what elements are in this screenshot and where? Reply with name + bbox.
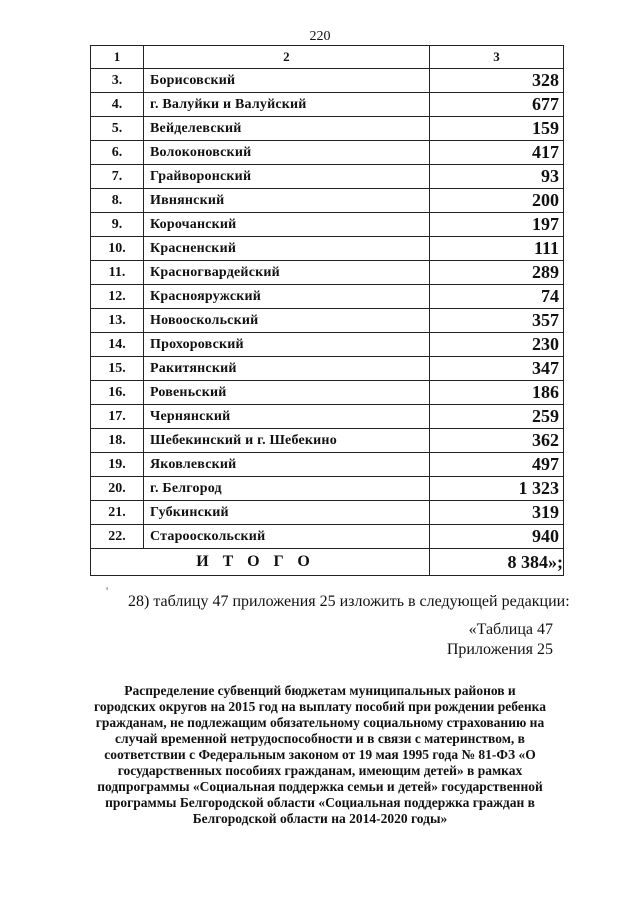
row-number: 16. <box>91 381 144 405</box>
table-header-row <box>91 46 564 69</box>
subvention-amount: 497 <box>430 453 564 477</box>
row-number: 17. <box>91 405 144 429</box>
table-row <box>91 357 564 381</box>
subvention-amount: 159 <box>430 117 564 141</box>
row-number: 7. <box>91 165 144 189</box>
table-row <box>91 429 564 453</box>
table-row <box>91 165 564 189</box>
subvention-amount: 940 <box>430 525 564 549</box>
subvention-amount: 74 <box>430 285 564 309</box>
district-name: Волоконовский <box>144 141 430 165</box>
district-name: Борисовский <box>144 69 430 93</box>
table-row <box>91 117 564 141</box>
table-row <box>91 261 564 285</box>
row-number: 20. <box>91 477 144 501</box>
row-number: 10. <box>91 237 144 261</box>
subvention-amount: 347 <box>430 357 564 381</box>
subvention-amount: 259 <box>430 405 564 429</box>
subvention-amount: 357 <box>430 309 564 333</box>
amendment-instruction: 28) таблицу 47 приложения 25 изложить в следующей редакции: <box>128 593 570 610</box>
district-name: Красненский <box>144 237 430 261</box>
district-name: Прохоровский <box>144 333 430 357</box>
subvention-amount: 677 <box>430 93 564 117</box>
table-ref-title: «Таблица 47 <box>468 621 553 638</box>
table-row <box>91 477 564 501</box>
subvention-amount: 186 <box>430 381 564 405</box>
caption-line: гражданам, не подлежащим обязательному социальному страхованию на <box>95 715 545 730</box>
total-label: ИТОГО <box>91 549 430 576</box>
row-number: 3. <box>91 69 144 93</box>
district-name: Красногвардейский <box>144 261 430 285</box>
row-number: 8. <box>91 189 144 213</box>
district-name: Новооскольский <box>144 309 430 333</box>
subvention-amount: 417 <box>430 141 564 165</box>
row-number: 18. <box>91 429 144 453</box>
row-number: 21. <box>91 501 144 525</box>
row-number: 11. <box>91 261 144 285</box>
district-name: Губкинский <box>144 501 430 525</box>
caption-line: государственных пособиях гражданам, имеющим детей» в рамках <box>117 763 523 778</box>
subvention-amount: 328 <box>430 69 564 93</box>
table-row <box>91 213 564 237</box>
page-number: 220 <box>309 29 331 44</box>
table-row <box>91 285 564 309</box>
district-name: г. Белгород <box>144 477 430 501</box>
row-number: 6. <box>91 141 144 165</box>
caption-line: случай временной нетрудоспособности и в связи с материнством, в <box>115 731 525 746</box>
district-name: Шебекинский и г. Шебекино <box>144 429 430 453</box>
row-number: 22. <box>91 525 144 549</box>
column-header-2: 2 <box>144 46 430 69</box>
table-row <box>91 405 564 429</box>
subvention-amount: 93 <box>430 165 564 189</box>
subvention-table <box>90 45 564 576</box>
district-name: Яковлевский <box>144 453 430 477</box>
subvention-amount: 1 323 <box>430 477 564 501</box>
row-number: 19. <box>91 453 144 477</box>
district-name: Корочанский <box>144 213 430 237</box>
subvention-amount: 197 <box>430 213 564 237</box>
caption-line: Белгородской области на 2014-2020 годы» <box>192 811 448 826</box>
table-row <box>91 69 564 93</box>
district-name: Ровеньский <box>144 381 430 405</box>
district-name: Старооскольский <box>144 525 430 549</box>
caption-line: городских округов на 2015 год на выплату пособий при рождении ребенка <box>94 699 546 714</box>
district-name: г. Валуйки и Валуйский <box>144 93 430 117</box>
caption-line: подпрограммы «Социальная поддержка семьи и детей» государственной <box>97 779 543 794</box>
caption-line: соответствии с Федеральным законом от 19 мая 1995 года № 81-ФЗ «О <box>104 747 536 762</box>
row-number: 5. <box>91 117 144 141</box>
total-value: 8 384»; <box>430 549 564 576</box>
table-row <box>91 93 564 117</box>
column-header-3: 3 <box>430 46 564 69</box>
table-row <box>91 141 564 165</box>
table-row <box>91 333 564 357</box>
subvention-amount: 230 <box>430 333 564 357</box>
caption-line: программы Белгородской области «Социальная поддержка граждан в <box>105 795 535 810</box>
table-row <box>91 501 564 525</box>
table-caption <box>80 683 560 827</box>
table-row <box>91 381 564 405</box>
table-row <box>91 189 564 213</box>
caption-line: Распределение субвенций бюджетам муниципальных районов и <box>124 683 516 698</box>
district-name: Краснояружский <box>144 285 430 309</box>
row-number: 12. <box>91 285 144 309</box>
table-body <box>91 69 564 549</box>
district-name: Ракитянский <box>144 357 430 381</box>
table-row <box>91 525 564 549</box>
column-header-1: 1 <box>91 46 144 69</box>
table-row <box>91 237 564 261</box>
table-row <box>91 309 564 333</box>
district-name: Грайворонский <box>144 165 430 189</box>
subvention-amount: 319 <box>430 501 564 525</box>
row-number: 14. <box>91 333 144 357</box>
table-row <box>91 453 564 477</box>
row-number: 4. <box>91 93 144 117</box>
total-row <box>91 549 564 576</box>
row-number: 13. <box>91 309 144 333</box>
district-name: Вейделевский <box>144 117 430 141</box>
subvention-amount: 111 <box>430 237 564 261</box>
subvention-amount: 289 <box>430 261 564 285</box>
row-number: 15. <box>91 357 144 381</box>
district-name: Чернянский <box>144 405 430 429</box>
row-number: 9. <box>91 213 144 237</box>
table-ref-appendix: Приложения 25 <box>446 641 553 658</box>
margin-mark: ' <box>106 584 109 598</box>
district-name: Ивнянский <box>144 189 430 213</box>
subvention-amount: 362 <box>430 429 564 453</box>
subvention-amount: 200 <box>430 189 564 213</box>
